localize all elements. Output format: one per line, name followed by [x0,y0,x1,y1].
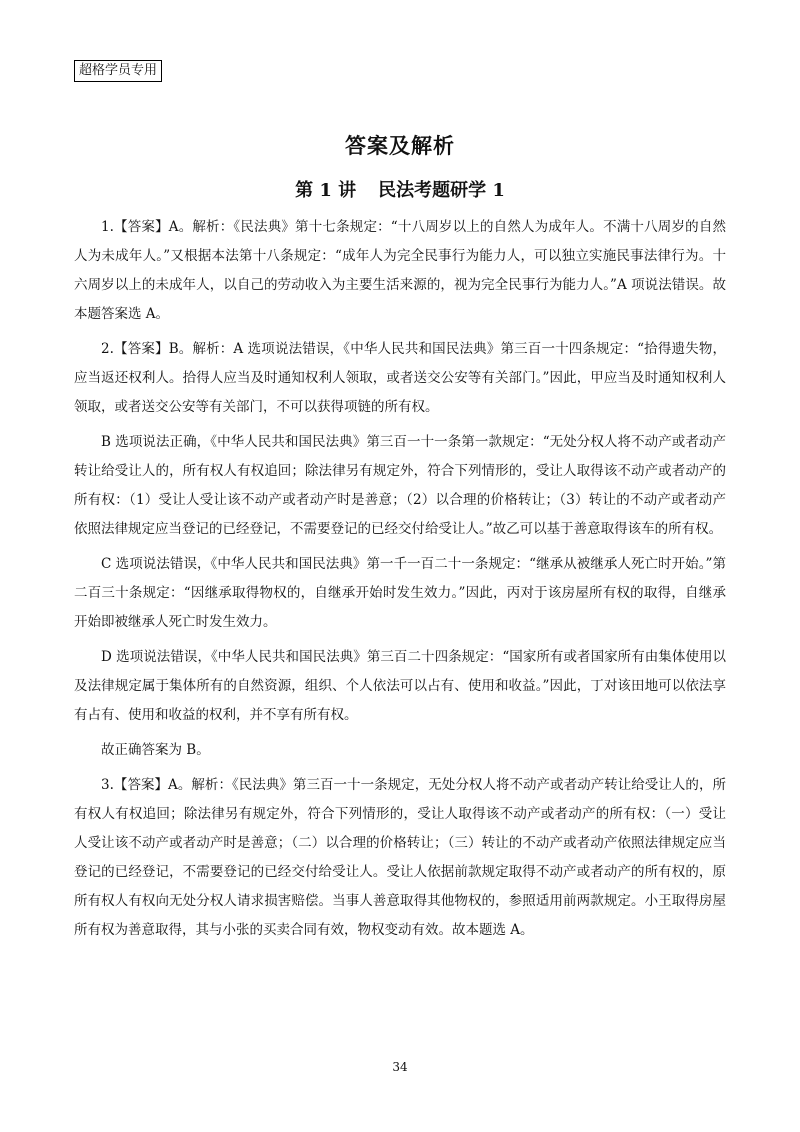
paragraph: C 选项说法错误，《中华人民共和国民法典》第一千一百二十一条规定：“继承从被继承人死亡时开始。”第二百三十条规定：“因继承取得物权的，自继承开始时发生效力。”因此，丙对于该房屋所有权的取得，自继承开始即被继承人死亡时发生效力。 [74,556,726,630]
lecture-title [0,176,800,202]
paragraph: B 选项说法正确，《中华人民共和国民法典》第三百一十一条第一款规定：“无处分权人将不动产或者动产转让给受让人的，所有权人有权追回；除法律另有规定外，符合下列情形的，受让人取得该不动产或者动产的所有权：（1）受让人受让该不动产或者动产时是善意；（2）以合理的价格转让；（3）转让的不动产或者动产依照法律规定应当登记的已经登记，不需要登记的已经交付给受让人。”故乙可以基于善意取得该车的所有权。 [74,434,726,537]
paragraph: 故正确答案为 B。 [101,742,210,758]
lecture-number: 第 1 讲 [295,180,357,201]
page-title: 答案及解析 [345,133,455,158]
paragraph: 2.【答案】B。解析：A 选项说法错误，《中华人民共和国民法典》第三百一十四条规定：“拾得遗失物，应当返还权利人。拾得人应当及时通知权利人领取，或者送交公安等有关部门。”因此，甲应当及时通知权利人领取，或者送交公安等有关部门，不可以获得项链的所有权。 [74,341,726,415]
page-number: 34 [392,1060,408,1074]
header-tag: 超格学员专用 [74,60,162,82]
lecture-name: 民法考题研学 1 [378,180,505,201]
answer-content [74,213,726,951]
paragraph: 3.【答案】A。解析：《民法典》第三百一十一条规定，无处分权人将不动产或者动产转让给受让人的，所有权人有权追回；除法律另有规定外，符合下列情形的，受让人取得该不动产或者动产的所有权：（一）受让人受让该不动产或者动产时是善意；（二）以合理的价格转让；（三）转让的不动产或者动产依照法律规定应当登记的已经登记，不需要登记的已经交付给受让人。受让人依据前款规定取得不动产或者动产的所有权的，原所有权人有权向无处分权人请求损害赔偿。当事人善意取得其他物权的，参照适用前两款规定。小王取得房屋所有权为善意取得，其与小张的买卖合同有效，物权变动有效。故本题选 A。 [74,777,726,938]
paragraph: D 选项说法错误，《中华人民共和国民法典》第三百二十四条规定：“国家所有或者国家所有由集体使用以及法律规定属于集体所有的自然资源，组织、个人依法可以占有、使用和收益。”因此，丁对该田地可以依法享有占有、使用和收益的权利，并不享有所有权。 [74,649,726,723]
paragraph: 1.【答案】A。解析：《民法典》第十七条规定：“十八周岁以上的自然人为成年人。不满十八周岁的自然人为未成年人。”又根据本法第十八条规定：“成年人为完全民事行为能力人，可以独立实施民事法律行为。十六周岁以上的未成年人，以自己的劳动收入为主要生活来源的，视为完全民事行为能力人。”A 项说法错误。故本题答案选 A。 [74,219,726,322]
